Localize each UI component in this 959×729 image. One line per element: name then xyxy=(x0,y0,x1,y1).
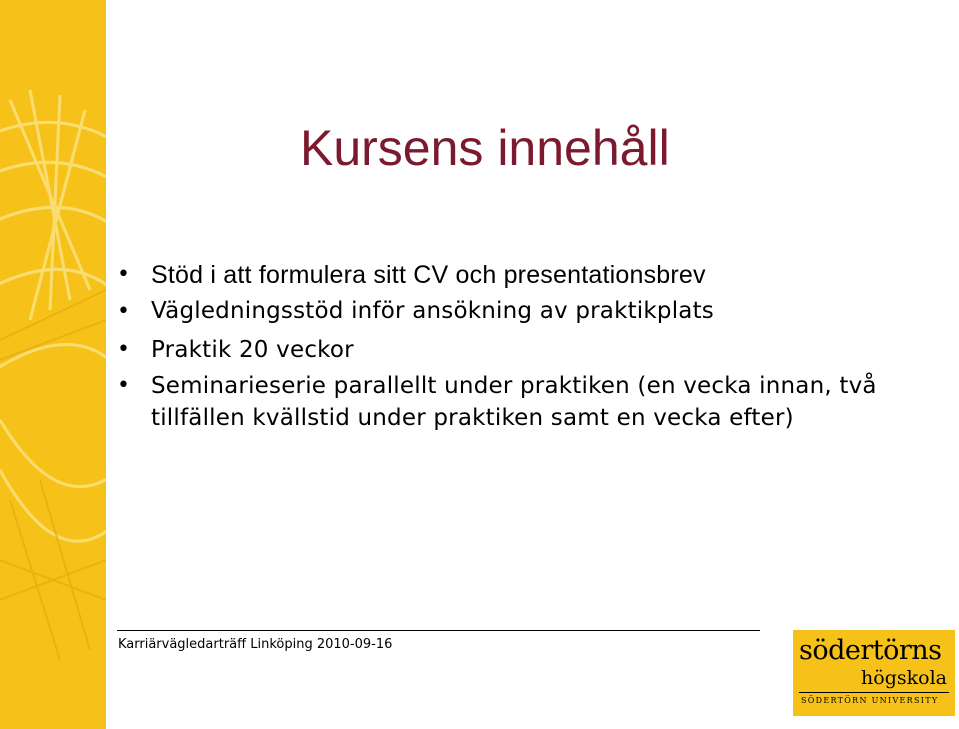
sodertorn-logo xyxy=(793,630,955,716)
bullet-text: Seminarieserie parallellt under praktiken (en vecka innan, två tillfällen kvällstid under praktiken samt en vecka efter) xyxy=(151,373,877,431)
bullet-icon: • xyxy=(117,262,130,287)
bullet-list xyxy=(117,257,907,434)
page-title: Kursens innehåll xyxy=(300,120,670,176)
bullet-text: Vägledningsstöd inför ansökning av praktikplats xyxy=(151,298,714,324)
list-item xyxy=(117,330,907,370)
logo-university: SÖDERTÖRN UNIVERSITY xyxy=(801,696,939,705)
list-item xyxy=(117,257,907,293)
list-item xyxy=(117,370,907,434)
bullet-text: Praktik 20 veckor xyxy=(151,337,354,363)
bullet-icon: • xyxy=(117,373,130,398)
architecture-pattern-icon xyxy=(0,0,106,729)
footer-text: Karriärvägledarträff Linköping 2010-09-16 xyxy=(118,637,393,652)
logo-divider xyxy=(799,692,949,693)
footer-divider xyxy=(117,630,760,631)
list-item xyxy=(117,293,907,330)
bullet-icon: • xyxy=(117,299,130,324)
bullet-text: Stöd i att formulera sitt CV och presentationsbrev xyxy=(151,261,706,289)
logo-subtitle: högskola xyxy=(861,667,947,689)
logo-wordmark: södertörns xyxy=(799,635,942,666)
bullet-icon: • xyxy=(117,337,130,362)
decorative-sidebar xyxy=(0,0,106,729)
